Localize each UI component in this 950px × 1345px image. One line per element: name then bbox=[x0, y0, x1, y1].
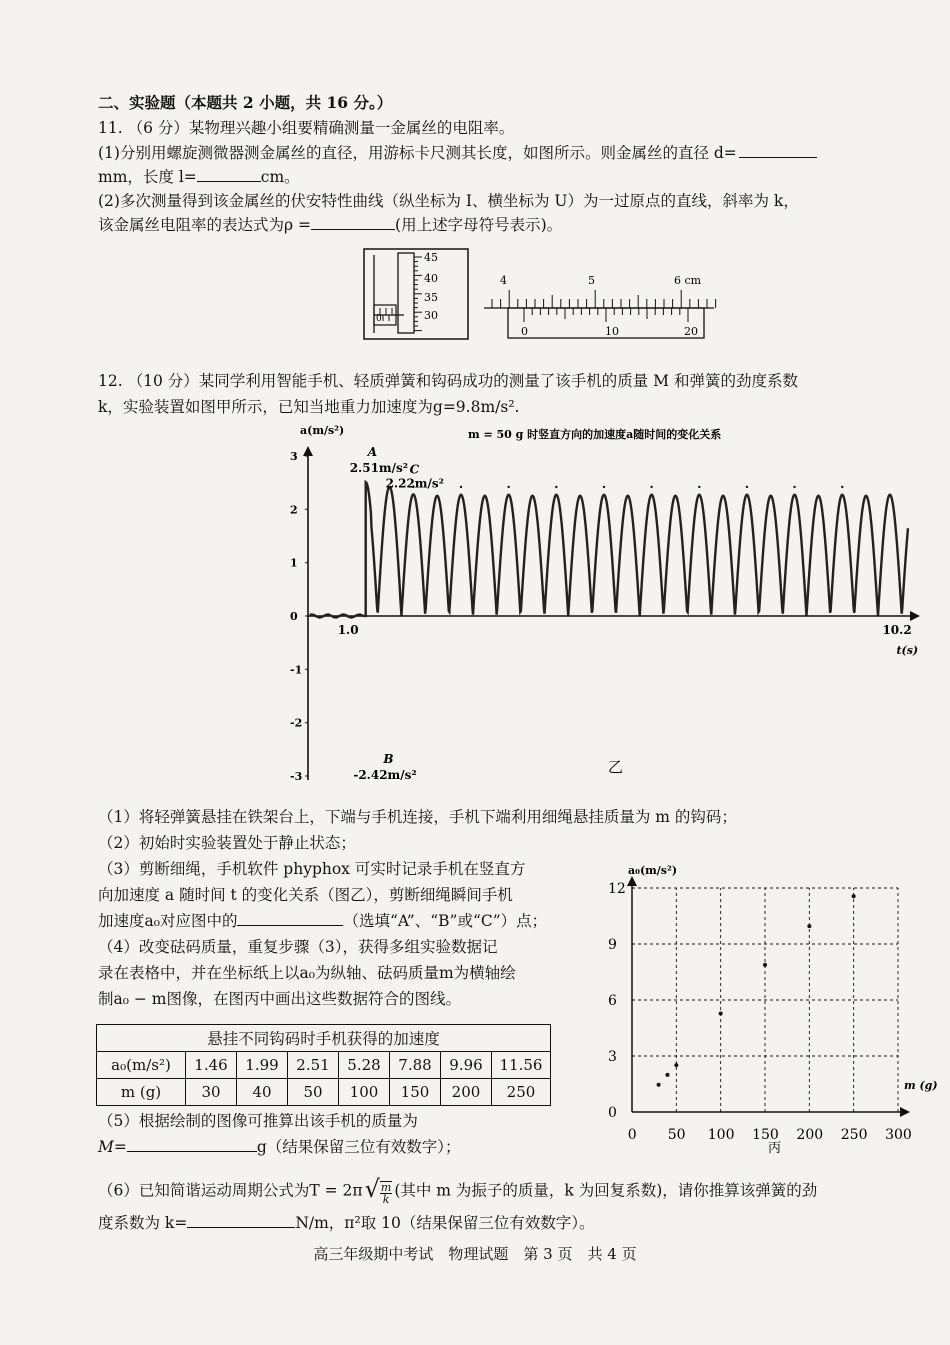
chart-b-point bbox=[719, 1011, 723, 1015]
chart-a-caption: 乙 bbox=[608, 758, 624, 776]
chart-b-ytick-label: 12 bbox=[608, 881, 626, 897]
caliper-vernier-label-20: 20 bbox=[684, 325, 698, 338]
acceleration-time-chart bbox=[270, 418, 930, 790]
caliper-main-label-6: 6 cm bbox=[674, 274, 702, 287]
page-footer: 高三年级期中考试 物理试题 第 3 页 共 4 页 bbox=[313, 1245, 637, 1263]
q11-part1-text: (1)分别用螺旋测微器测金属丝的直径，用游标卡尺测其长度，如图所示。则金属丝的直径 d= bbox=[98, 144, 737, 162]
q12-step6-hint: N/m，π²取 10（结果保留三位有效数字）。 bbox=[295, 1214, 595, 1232]
chart-b-ytick-labels bbox=[608, 881, 626, 1121]
chart-b-ytick-label: 3 bbox=[608, 1049, 617, 1065]
table-title-row bbox=[97, 1025, 551, 1052]
chart-a-peak-dot bbox=[793, 486, 795, 488]
table-cell: 250 bbox=[492, 1079, 551, 1106]
answer-blank-length[interactable] bbox=[197, 167, 261, 182]
annotation-C-name: C bbox=[409, 462, 420, 477]
q12-step5-label: M= bbox=[98, 1138, 127, 1156]
micrometer-figure bbox=[360, 245, 472, 343]
chart-a-peak-dot bbox=[746, 486, 748, 488]
chart-b-xtick-label: 0 bbox=[627, 1127, 637, 1143]
table-cell: 30 bbox=[186, 1079, 237, 1106]
chart-a-ytick-label: 1 bbox=[290, 556, 298, 570]
table-row-label-m: m (g) bbox=[97, 1079, 186, 1106]
annotation-B-value: -2.42m/s² bbox=[353, 768, 417, 783]
chart-b-point bbox=[657, 1083, 661, 1087]
q12-step6-label: 度系数为 k= bbox=[98, 1214, 188, 1232]
answer-blank-spring-constant[interactable] bbox=[187, 1213, 295, 1228]
chart-b-ytick-label: 9 bbox=[608, 937, 617, 953]
q12-stem-line1: 12. （10 分）某同学利用智能手机、轻质弹簧和钩码成功的测量了该手机的质量 M 和弹簧的劲度系数 bbox=[98, 372, 798, 390]
chart-b-ylabel: a₀(m/s²) bbox=[628, 864, 678, 877]
q11-part1-line1 bbox=[98, 142, 817, 164]
chart-a-ytick-labels bbox=[290, 450, 308, 783]
chart-a-y-arrow bbox=[303, 446, 313, 456]
q12-step6-formula: （6）已知简谐运动周期公式为T = 2π bbox=[98, 1181, 363, 1200]
chart-a-ytick-label: -3 bbox=[290, 770, 303, 783]
q12-stem-line2: k，实验装置如图甲所示，已知当地重力加速度为g=9.8m/s². bbox=[98, 398, 520, 416]
data-table bbox=[96, 1024, 551, 1106]
table-row-m bbox=[97, 1079, 551, 1106]
chart-a-ytick-label: 0 bbox=[290, 610, 298, 623]
chart-a-peak-dot bbox=[841, 486, 843, 488]
q12-step6-line2 bbox=[98, 1212, 595, 1234]
chart-a-xlabel: t(s) bbox=[896, 644, 919, 657]
micrometer-label-45: 45 bbox=[424, 251, 438, 264]
caliper-main-ticks bbox=[492, 290, 716, 308]
chart-b-caption: 丙 bbox=[768, 1141, 782, 1156]
chart-a-x-arrow bbox=[910, 611, 920, 621]
q12-step4-line2: 录在表格中，并在坐标纸上以a₀为纵轴、砝码质量m为横轴绘 bbox=[98, 964, 516, 982]
q11-part1-line2 bbox=[98, 166, 300, 188]
caliper-vernier-label-0: 0 bbox=[521, 325, 528, 338]
chart-b-points bbox=[657, 894, 856, 1087]
chart-a-peak-dot bbox=[603, 486, 605, 488]
table-row-a0 bbox=[97, 1052, 551, 1079]
micrometer-thimble-ticks bbox=[414, 257, 422, 331]
section-title: 二、实验题（本题共 2 小题，共 16 分。） bbox=[98, 93, 393, 112]
caliper-main-label-5: 5 bbox=[588, 274, 595, 287]
q11-part2-hint: (用上述字母符号表示)。 bbox=[395, 216, 563, 234]
q12-step3-line1: （3）剪断细绳，手机软件 phyphox 可实时记录手机在竖直方 bbox=[98, 860, 526, 878]
chart-a-series-line bbox=[311, 482, 908, 617]
chart-a-title: m = 50 g 时竖直方向的加速度a随时间的变化关系 bbox=[468, 428, 722, 441]
chart-b-xtick-label: 150 bbox=[752, 1127, 779, 1143]
q11-part2-line2 bbox=[98, 214, 562, 236]
q12-step6-text: (其中 m 为振子的质量，k 为回复系数)，请你推算该弹簧的劲 bbox=[394, 1181, 818, 1200]
chart-b-ytick-label: 0 bbox=[608, 1105, 617, 1121]
chart-a-peak-dot bbox=[650, 486, 652, 488]
micrometer-label-35: 35 bbox=[424, 291, 438, 304]
caliper-vernier-label-10: 10 bbox=[605, 325, 619, 338]
q12-step4-line1: （4）改变砝码质量，重复步骤（3），获得多组实验数据记 bbox=[98, 938, 498, 956]
chart-a-peak-dot bbox=[555, 486, 557, 488]
chart-b-axes bbox=[627, 876, 910, 1117]
micrometer-label-30: 30 bbox=[424, 309, 438, 322]
chart-b-xtick-label: 50 bbox=[667, 1127, 686, 1143]
table-cell: 50 bbox=[288, 1079, 339, 1106]
table-cell: 40 bbox=[237, 1079, 288, 1106]
sqrt-fraction bbox=[380, 1181, 392, 1205]
q11-stem: 11. （6 分）某物理兴趣小组要精确测量一金属丝的电阻率。 bbox=[98, 119, 515, 137]
annotation-A-name: A bbox=[367, 445, 378, 460]
table-cell: 150 bbox=[390, 1079, 441, 1106]
table-cell: 200 bbox=[441, 1079, 492, 1106]
chart-b-xtick-label: 300 bbox=[885, 1127, 912, 1143]
chart-a-ytick-label: 3 bbox=[290, 450, 298, 463]
chart-a-ytick-label: -1 bbox=[290, 663, 303, 677]
table-cell: 9.96 bbox=[441, 1052, 492, 1079]
table-cell: 2.51 bbox=[288, 1052, 339, 1079]
chart-b-ytick-label: 6 bbox=[608, 993, 617, 1009]
q12-step1: （1）将轻弹簧悬挂在铁架台上，下端与手机连接，手机下端利用细绳悬挂质量为 m 的钩码； bbox=[98, 808, 737, 826]
q12-step3-prompt: 加速度a₀对应图中的 bbox=[98, 912, 238, 930]
micrometer-thimble bbox=[398, 253, 414, 333]
chart-a-axes bbox=[303, 446, 920, 783]
table-cell: 1.46 bbox=[186, 1052, 237, 1079]
table-cell: 7.88 bbox=[390, 1052, 441, 1079]
q11-part1-length-label: mm，长度 l= bbox=[98, 168, 197, 186]
chart-a-ylabel: a(m/s²) bbox=[300, 424, 345, 437]
q12-step5-line1: （5）根据绘制的图像可推算出该手机的质量为 bbox=[98, 1112, 418, 1130]
fraction-denominator: k bbox=[382, 1193, 390, 1206]
micrometer-zero-label: 0 bbox=[376, 314, 382, 324]
table-row-label-a0: a₀(m/s²) bbox=[97, 1052, 186, 1079]
q12-step5-line2 bbox=[98, 1136, 461, 1158]
chart-b-point bbox=[852, 894, 856, 898]
table-cell: 100 bbox=[339, 1079, 390, 1106]
chart-a-peak-dot bbox=[460, 486, 462, 488]
table-cell: 1.99 bbox=[237, 1052, 288, 1079]
chart-b-y-arrow bbox=[627, 876, 637, 886]
chart-b-point bbox=[665, 1073, 669, 1077]
annotation-C-value: 2.22m/s² bbox=[385, 476, 444, 491]
chart-b-point bbox=[763, 963, 767, 967]
q11-part2-label: 该金属丝电阻率的表达式为ρ = bbox=[98, 216, 312, 234]
chart-b-xtick-label: 200 bbox=[796, 1127, 824, 1143]
q12-step3-line3 bbox=[98, 910, 547, 932]
chart-b-x-arrow bbox=[900, 1107, 910, 1117]
table-cell: 11.56 bbox=[492, 1052, 551, 1079]
q11-part2-line1: (2)多次测量得到该金属丝的伏安特性曲线（纵坐标为 I、横坐标为 U）为一过原点的直线，斜率为 k， bbox=[98, 192, 799, 210]
chart-b-point bbox=[674, 1063, 678, 1067]
chart-b-xlabel: m (g) bbox=[904, 1079, 938, 1092]
caliper-figure bbox=[478, 268, 718, 342]
table-cell: 5.28 bbox=[339, 1052, 390, 1079]
chart-b-grid bbox=[632, 888, 898, 1112]
chart-b-xtick-label: 100 bbox=[707, 1127, 735, 1143]
chart-b-point bbox=[807, 924, 811, 928]
answer-blank-resistivity[interactable] bbox=[311, 215, 395, 230]
q12-step2: （2）初始时实验装置处于静止状态； bbox=[98, 834, 356, 852]
chart-a-ytick-label: -2 bbox=[290, 716, 303, 730]
q11-part1-unit: cm。 bbox=[260, 168, 300, 186]
answer-blank-diameter[interactable] bbox=[739, 143, 817, 158]
table-title: 悬挂不同钩码时手机获得的加速度 bbox=[97, 1025, 551, 1052]
q12-step6-line1 bbox=[98, 1175, 818, 1206]
chart-a-peak-dot bbox=[507, 486, 509, 488]
answer-blank-point[interactable] bbox=[237, 911, 343, 926]
a0-m-chart bbox=[598, 852, 938, 1157]
q12-step3-options: （选填“A”、“B”或“C”）点； bbox=[343, 912, 548, 930]
answer-blank-mass[interactable] bbox=[127, 1137, 257, 1152]
annotation-B-name: B bbox=[383, 752, 394, 767]
chart-a-xtick-10-2: 10.2 bbox=[882, 623, 912, 637]
q12-step5-hint: g（结果保留三位有效数字）； bbox=[256, 1138, 461, 1156]
q12-step3-line2: 向加速度 a 随时间 t 的变化关系（图乙），剪断细绳瞬间手机 bbox=[98, 886, 513, 904]
caliper-vernier-ticks bbox=[524, 308, 688, 322]
chart-a-xtick-1-0: 1.0 bbox=[337, 623, 359, 637]
annotation-A-value: 2.51m/s² bbox=[349, 461, 409, 476]
chart-a-peak-dot bbox=[698, 486, 700, 488]
micrometer-label-40: 40 bbox=[424, 272, 438, 285]
sqrt-m-over-k bbox=[364, 1175, 393, 1206]
caliper-main-label-4: 4 bbox=[500, 274, 507, 287]
sqrt-sign: √ bbox=[364, 1175, 380, 1203]
chart-a-ytick-label: 2 bbox=[290, 503, 298, 517]
chart-b-xtick-label: 250 bbox=[840, 1127, 868, 1143]
fraction-numerator: m bbox=[380, 1181, 392, 1194]
q12-step4-line3: 制a₀ − m图像，在图丙中画出这些数据符合的图线。 bbox=[98, 990, 461, 1008]
